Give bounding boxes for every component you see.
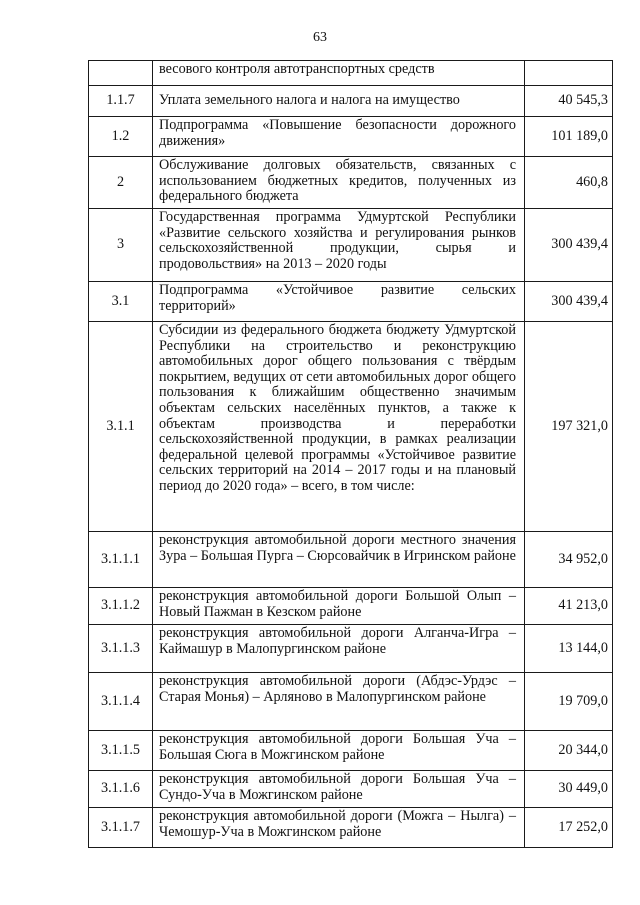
- table-row: [89, 808, 613, 848]
- row-description-text: Подпрограмма «Устойчивое развитие сельских территорий»: [159, 282, 516, 314]
- table-row: [89, 157, 613, 209]
- table-row: [89, 625, 613, 673]
- row-number: 1.2: [89, 117, 153, 157]
- row-number: 1.1.7: [89, 86, 153, 117]
- table-row: [89, 673, 613, 731]
- budget-table-body: [89, 61, 613, 848]
- row-number: 3.1.1.6: [89, 771, 153, 808]
- row-description: [153, 625, 525, 673]
- table-row: [89, 588, 613, 625]
- row-description: [153, 322, 525, 532]
- row-description-text: Уплата земельного налога и налога на имущество: [159, 92, 460, 109]
- row-description-text: реконструкция автомобильной дороги Большая Уча – Большая Сюга в Можгинском районе: [159, 731, 516, 763]
- row-amount: 19 709,0: [525, 673, 613, 731]
- row-number: 3.1.1.7: [89, 808, 153, 848]
- row-description-text: реконструкция автомобильной дороги Большой Олып – Новый Пажман в Кезском районе: [159, 588, 516, 620]
- table-row: [89, 117, 613, 157]
- row-description: [153, 86, 525, 117]
- row-number: 3.1.1: [89, 322, 153, 532]
- row-number: 2: [89, 157, 153, 209]
- row-number: 3.1.1.5: [89, 731, 153, 771]
- row-description: [153, 117, 525, 157]
- row-amount: 300 439,4: [525, 282, 613, 322]
- row-number: 3: [89, 209, 153, 282]
- row-number: 3.1.1.2: [89, 588, 153, 625]
- row-amount: 460,8: [525, 157, 613, 209]
- table-row: [89, 731, 613, 771]
- row-amount: [525, 61, 613, 86]
- row-description-text: реконструкция автомобильной дороги Большая Уча – Сундо-Уча в Можгинском районе: [159, 771, 516, 803]
- row-amount: 17 252,0: [525, 808, 613, 848]
- row-number: 3.1: [89, 282, 153, 322]
- row-number: 3.1.1.4: [89, 673, 153, 731]
- row-amount: 20 344,0: [525, 731, 613, 771]
- row-description: [153, 673, 525, 731]
- row-description-text: реконструкция автомобильной дороги (Можга – Нылга) – Чемошур-Уча в Можгинском районе: [159, 808, 516, 840]
- row-description: [153, 282, 525, 322]
- row-description-text: реконструкция автомобильной дороги (Абдэс-Урдэс – Старая Монья) – Арляново в Малопургинском районе: [159, 673, 516, 705]
- row-description-text: Подпрограмма «Повышение безопасности дорожного движения»: [159, 117, 516, 149]
- row-description: [153, 209, 525, 282]
- row-description-text: весового контроля автотранспортных средств: [159, 61, 435, 77]
- row-amount: 41 213,0: [525, 588, 613, 625]
- row-amount: 101 189,0: [525, 117, 613, 157]
- row-number: 3.1.1.1: [89, 532, 153, 588]
- row-amount: 40 545,3: [525, 86, 613, 117]
- row-description-text: реконструкция автомобильной дороги Алганча-Игра – Каймашур в Малопургинском районе: [159, 625, 516, 657]
- row-description: [153, 532, 525, 588]
- row-amount: 34 952,0: [525, 532, 613, 588]
- row-amount: 13 144,0: [525, 625, 613, 673]
- row-number: [89, 61, 153, 86]
- row-description: [153, 731, 525, 771]
- row-amount: 300 439,4: [525, 209, 613, 282]
- row-description-text: реконструкция автомобильной дороги местного значения Зура – Большая Пурга – Сюрсовайчик в Игринском районе: [159, 532, 516, 564]
- row-description-text: Государственная программа Удмуртской Республики «Развитие сельского хозяйства и регулирования рынков сельскохозяйственной продукции, сырья и продовольствия» на 2013 – 2020 годы: [159, 209, 516, 272]
- row-description: [153, 588, 525, 625]
- budget-table: [88, 60, 613, 848]
- table-row: [89, 532, 613, 588]
- row-number: 3.1.1.3: [89, 625, 153, 673]
- page-number: 63: [313, 30, 327, 45]
- table-row: [89, 61, 613, 86]
- row-amount: 197 321,0: [525, 322, 613, 532]
- table-row: [89, 322, 613, 532]
- row-description: [153, 157, 525, 209]
- row-description: [153, 61, 525, 86]
- table-row: [89, 771, 613, 808]
- row-description: [153, 808, 525, 848]
- row-description-text: Обслуживание долговых обязательств, связанных с использованием бюджетных кредитов, полученных из федерального бюджета: [159, 157, 516, 205]
- table-row: [89, 86, 613, 117]
- table-row: [89, 282, 613, 322]
- row-description-text: Субсидии из федерального бюджета бюджету Удмуртской Республики на строительство и реконструкцию автомобильных дорог общего пользования с твёрдым покрытием, ведущих от сети автомобильных дорог общего пользования к ближайшим общественно значимым объектам сельских населённых пунктов, а также к объектам производства и переработки сельскохозяйственной продукции, в рамках реализации федеральной целевой программы «Устойчивое развитие сельских территорий на 2014 – 2017 годы и на плановый период до 2020 года» – всего, в том числе:: [159, 322, 516, 494]
- row-description: [153, 771, 525, 808]
- table-row: [89, 209, 613, 282]
- row-amount: 30 449,0: [525, 771, 613, 808]
